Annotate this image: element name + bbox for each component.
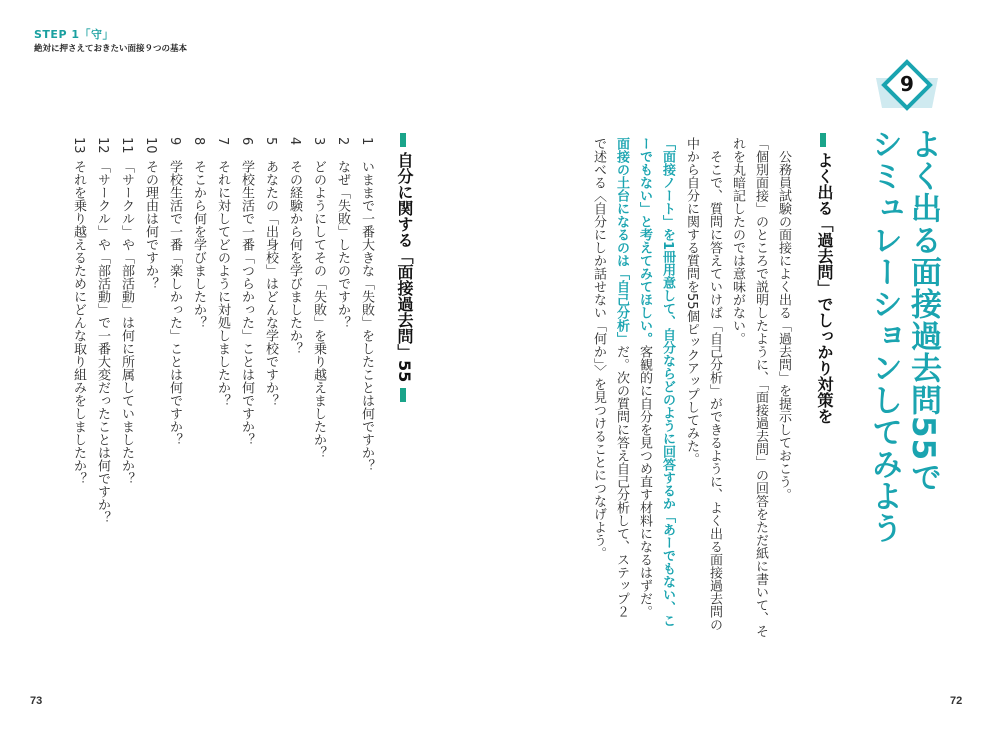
question-number: 13 [71,137,86,154]
step-label: STEP 1「守」 [34,28,114,41]
body-col-2: 「個別面接」のところで説明したように、「面接過去問」の回答をただ紙に書いて、そ [753,137,768,638]
question-text: 学校生活で一番「つらかった」ことは何ですか？ [239,160,254,446]
page-number-left: 73 [30,695,43,707]
question-number: 2 [335,137,350,146]
list-item [165,137,184,145]
body-col-8 [610,137,633,618]
list-item [117,137,136,154]
question-text: その経験から何を学びましたか？ [287,160,302,355]
list-item [141,137,160,154]
question-text: 「サークル」や「部活動」で一番大変だったことは何ですか？ [95,160,110,524]
question-text: その理由は何ですか？ [143,160,158,290]
body-col-8-highlight: 面接の土台になるのは「自己分析」 [614,137,629,345]
body-col-5: 中から自分に関する質問を55個ピックアップしてみた。 [684,137,699,466]
body-col-7-text: 客観的に自分を見つめ直す材料になるはずだ。 [637,345,652,618]
question-text: いままで一番大きな「失敗」をしたことは何ですか？ [359,160,374,472]
body-col-8-text: だ。次の質問に答え自己分析して、ステップ２ [614,345,629,618]
body-col-6-highlight: 「面接ノート」を1冊用意して、自分ならどのように回答するか「あーでもない、こ [660,137,675,628]
page-title-line2: シミュレーションしてみよう [866,128,902,544]
body-col-7 [633,137,656,618]
list-item [357,137,376,145]
question-number: 7 [215,137,230,146]
list-item [285,137,304,145]
question-text: 学校生活で一番「楽しかった」ことは何ですか？ [167,160,182,446]
question-number: 11 [119,137,134,154]
page-title-line1: よく出る面接過去問55で [905,128,941,494]
question-number: 10 [143,137,158,154]
question-number: 5 [263,137,278,146]
list-item [213,137,232,145]
body-col-9: で述べる〈自分にしか話せない「何か」〉を見つけることにつなげよう。 [591,137,606,560]
list-item [237,137,256,145]
question-text: そこから何を学びましたか？ [191,160,206,329]
list-item [333,137,352,145]
body-col-1: 公務員試験の面接によく出る「過去問」を提示しておこう。 [776,150,791,501]
list-item [93,137,112,154]
question-number: 9 [167,137,182,146]
list-item [189,137,208,145]
question-heading-accent-bar [400,133,406,147]
page-number-right: 72 [950,695,963,707]
question-number: 8 [191,137,206,146]
question-text: それを乗り越えるためにどんな取り組みをしましたか？ [71,160,86,485]
section-number-badge [870,58,944,118]
question-list-heading: 自分に関する「面接過去問」55 [395,152,414,383]
question-text: 「サークル」や「部活動」は何に所属していましたか？ [119,160,134,485]
question-number: 6 [239,137,254,146]
list-item [261,137,280,145]
body-col-3: れを丸暗記したのでは意味がない。 [730,137,745,345]
question-number: 4 [287,137,302,146]
section-number: 9 [900,72,914,96]
body-col-7-highlight: ーでもない」と考えてみてほしい。 [637,137,652,345]
question-text: あなたの「出身校」はどんな学校ですか？ [263,160,278,407]
chapter-subtitle: 絶対に押さえておきたい面接９つの基本 [34,44,188,54]
question-text: どのようにしてその「失敗」を乗り越えましたか？ [311,160,326,459]
question-heading-accent-bar-bottom [400,388,406,402]
list-item [69,137,88,154]
question-number: 3 [311,137,326,146]
question-text: それに対してどのように対処しましたか？ [215,160,230,407]
question-text: なぜ「失敗」したのですか？ [335,160,350,329]
section-heading: よく出る「過去問」でしっかり対策を [815,152,834,424]
list-item [309,137,328,145]
heading-accent-bar [820,133,826,147]
question-number: 1 [359,137,374,146]
question-number: 12 [95,137,110,154]
body-col-4: そこで、質問に答えていけば「自己分析」ができるように、よく出る面接過去問の [707,150,722,631]
